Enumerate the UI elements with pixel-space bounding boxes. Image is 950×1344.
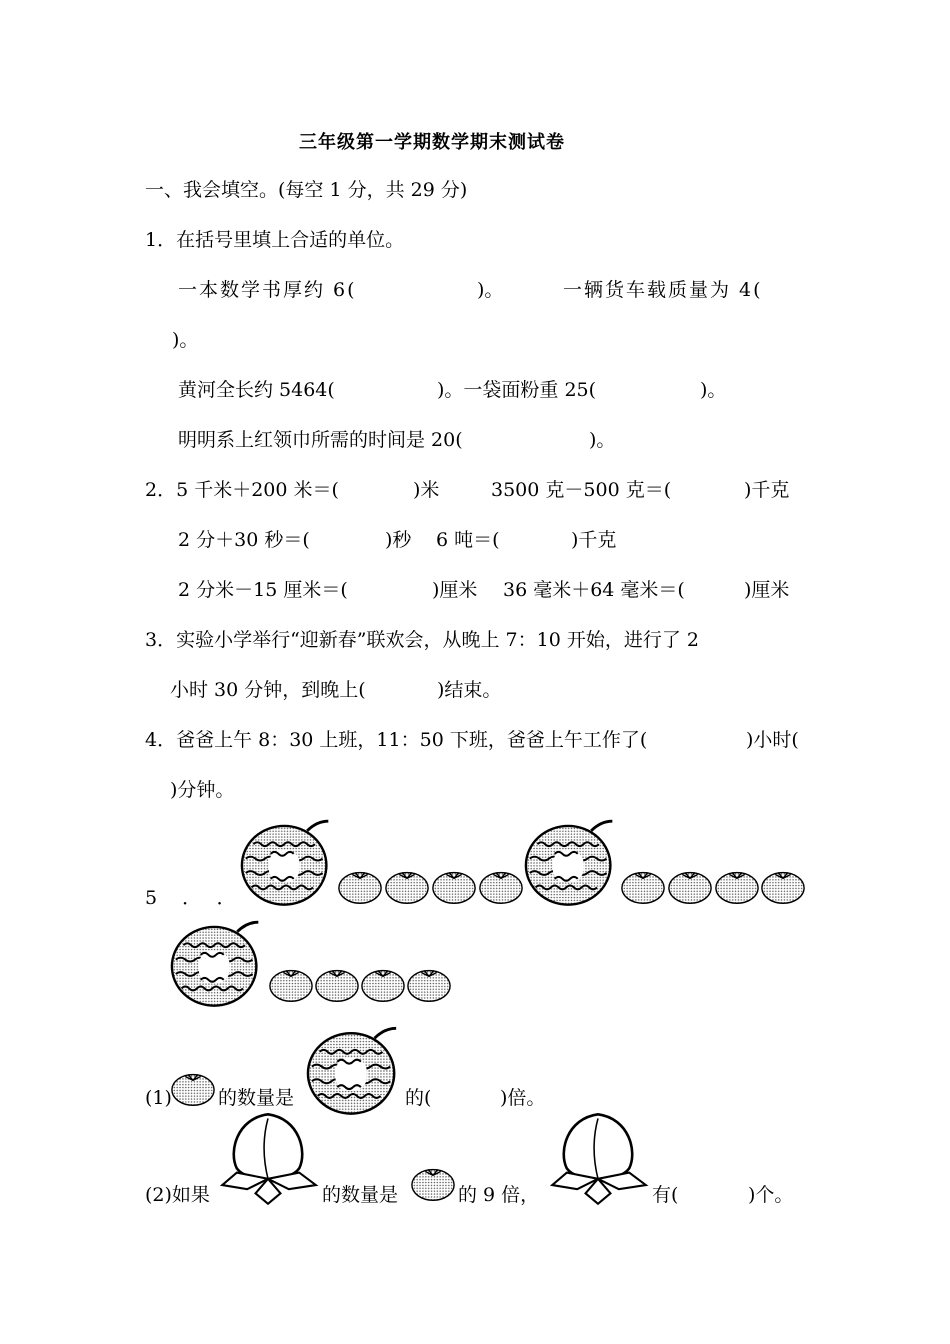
q1-b-text: 一辆货车载质量为 4(: [563, 279, 763, 301]
peach-icon: [546, 1110, 650, 1206]
q5-sub2-times: 的 9 倍，: [458, 1184, 540, 1206]
q5-number: 5 ． ．: [145, 887, 236, 909]
tomato-icon: [431, 866, 477, 906]
q2-b2: 6 吨＝(: [436, 529, 500, 551]
tomato-icon: [760, 866, 806, 906]
q1-c-close: )。一袋面粉重 25(: [437, 379, 597, 401]
q5-sub2-label: (2)如果: [145, 1184, 210, 1206]
q2-b2-close: )千克: [571, 529, 617, 551]
q5-sub1-text: 的数量是: [218, 1087, 295, 1109]
q1-d-close: )。: [589, 429, 616, 451]
tomato-icon: [268, 964, 314, 1004]
q1-c-close2: )。: [700, 379, 727, 401]
tomato-icon: [410, 1163, 456, 1203]
watermelon-icon: [240, 815, 336, 907]
q4-line1-mid: )小时(: [746, 729, 799, 751]
peach-icon: [216, 1110, 320, 1206]
q2-b1: 2 分＋30 秒＝(: [178, 529, 310, 551]
tomato-icon: [384, 866, 430, 906]
q4-line1: 4．爸爸上午 8：30 上班，11：50 下班，爸爸上午工作了(: [145, 729, 648, 751]
section-heading: 一、我会填空。(每空 1 分，共 29 分): [145, 179, 468, 201]
watermelon-icon: [524, 815, 620, 907]
q2-a2: 3500 克－500 克＝(: [491, 479, 672, 501]
tomato-icon: [478, 866, 524, 906]
q2-a1-close: )米: [413, 479, 440, 501]
q1-b-close: )。: [172, 329, 199, 351]
page-title: 三年级第一学期数学期末测试卷: [299, 132, 565, 153]
q2-c2-close: )厘米: [744, 579, 790, 601]
q1-c-text: 黄河全长约 5464(: [178, 379, 335, 401]
tomato-icon: [620, 866, 666, 906]
tomato-icon: [337, 866, 383, 906]
tomato-icon: [360, 964, 406, 1004]
q2-a2-close: )千克: [744, 479, 790, 501]
question-1-stem: 1．在括号里填上合适的单位。: [145, 229, 405, 251]
tomato-icon: [714, 866, 760, 906]
q4-line2: )分钟。: [170, 779, 235, 801]
q3-line2-close: )结束。: [437, 679, 502, 701]
q3-line1: 3．实验小学举行“迎新春”联欢会，从晚上 7：10 开始，进行了 2: [145, 629, 699, 651]
q5-sub2-text: 的数量是: [322, 1184, 399, 1206]
q2-c1: 2 分米－15 厘米＝(: [178, 579, 348, 601]
tomato-icon: [667, 866, 713, 906]
q1-a-text: 一本数学书厚约 6(: [178, 279, 357, 301]
q2-c1-close: )厘米: [432, 579, 478, 601]
tomato-icon: [314, 964, 360, 1004]
tomato-icon: [170, 1068, 216, 1108]
q2-b1-close: )秒: [385, 529, 412, 551]
q2-a1: 2．5 千米＋200 米＝(: [145, 479, 339, 501]
q5-sub2-blank-open: 有(: [652, 1184, 679, 1206]
q5-sub1-label: (1): [145, 1087, 172, 1109]
q1-a-close: )。: [477, 279, 504, 301]
q5-sub1-blank-open: 的(: [405, 1087, 432, 1109]
watermelon-icon: [170, 916, 266, 1008]
q2-c2: 36 毫米＋64 毫米＝(: [503, 579, 685, 601]
q5-sub1-blank-close: )倍。: [500, 1087, 546, 1109]
q5-sub2-blank-close: )个。: [748, 1184, 794, 1206]
q3-line2: 小时 30 分钟，到晚上(: [170, 679, 366, 701]
tomato-icon: [406, 964, 452, 1004]
q1-d-text: 明明系上红领巾所需的时间是 20(: [178, 429, 463, 451]
watermelon-icon: [306, 1022, 404, 1116]
